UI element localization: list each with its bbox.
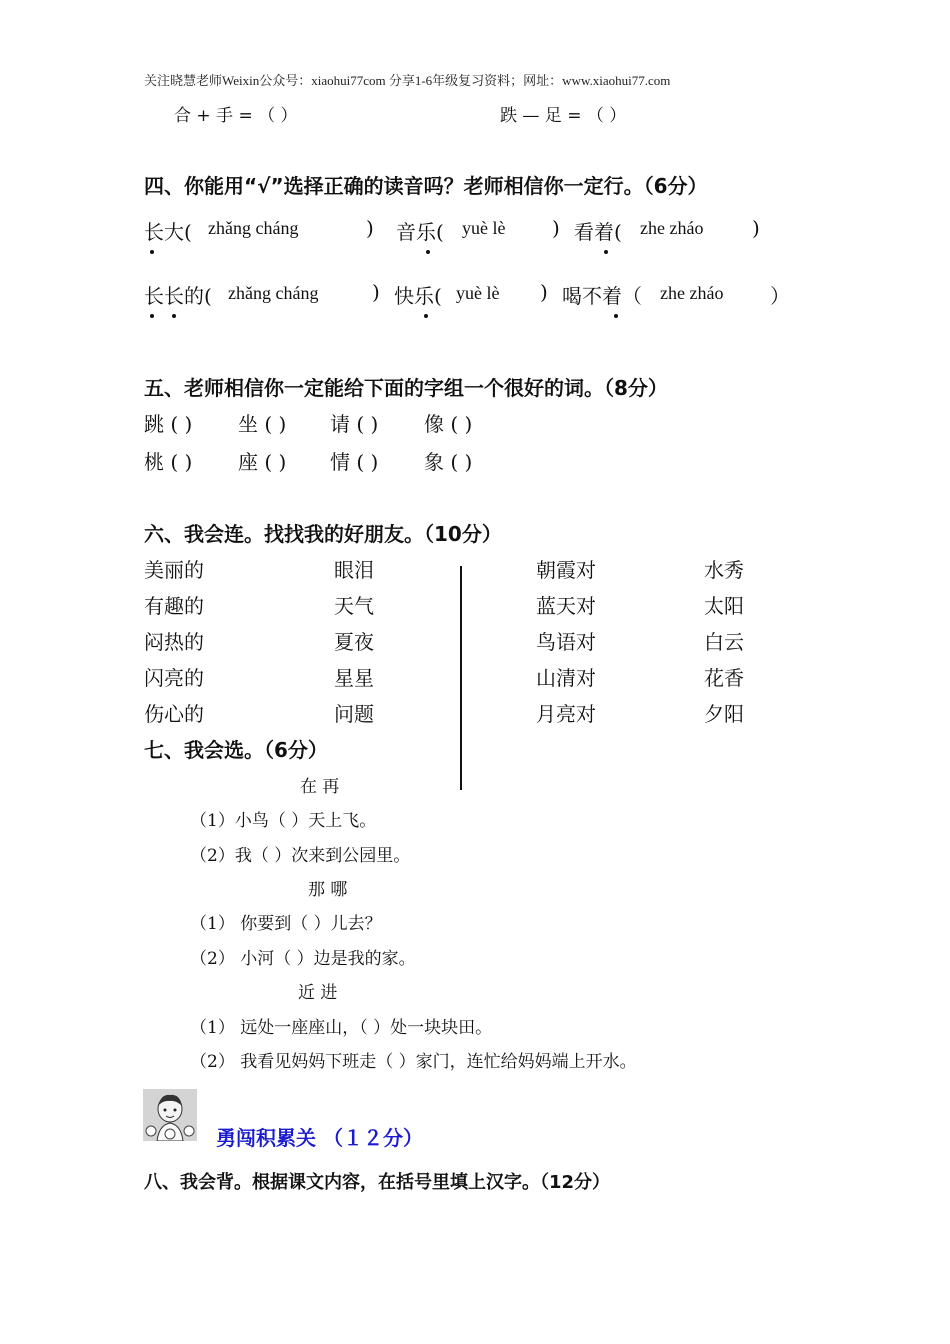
s7-g2-choices: 那 哪: [308, 880, 348, 900]
s4-r2-opts-2: yuè lè: [456, 283, 500, 303]
s4-r2-word-1: 长长的(: [144, 284, 212, 308]
header-note: 关注晓慧老师Weixin公众号：xiaohui77com 分享1-6年级复习资料；网址：www.xiaohui77.com: [144, 73, 671, 88]
s4-r2-close-2: ): [540, 280, 548, 304]
emphasis-dot: [424, 314, 428, 318]
s4-r2-opts-3: zhe zháo: [660, 283, 724, 303]
section-8-title: 八、我会背。根据课文内容，在括号里填上汉字。（12分）: [144, 1172, 611, 1193]
s6-c4-item: 白云: [704, 630, 744, 654]
s7-g2-item-2: （2） 小河（ ）边是我的家。: [190, 949, 416, 969]
s6-c2-item: 星星: [334, 666, 374, 690]
section-7-title: 七、我会选。（6分）: [144, 738, 328, 762]
s6-c1-item: 美丽的: [144, 558, 204, 582]
top-row-right: 跌 — 足 = （ ）: [500, 106, 627, 126]
s5-r2-item-2: 座 ( ): [238, 450, 287, 474]
s7-g1-choices: 在 再: [300, 777, 340, 797]
column-divider: [460, 566, 462, 790]
emphasis-dot: [150, 250, 154, 254]
s4-r1-close-3: ): [752, 216, 760, 240]
s6-c3-item: 朝霞对: [536, 558, 596, 582]
s6-c1-item: 闷热的: [144, 630, 204, 654]
s5-r2-item-3: 情 ( ): [330, 450, 379, 474]
s5-r2-item-4: 象 ( ): [424, 450, 473, 474]
emphasis-dot: [604, 250, 608, 254]
s6-c1-item: 伤心的: [144, 702, 204, 726]
s4-r1-opts-2: yuè lè: [462, 218, 506, 238]
s6-c3-item: 鸟语对: [536, 630, 596, 654]
s6-c2-item: 问题: [334, 702, 374, 726]
s7-g1-item-1: （1）小鸟（ ）天上飞。: [190, 811, 377, 831]
s5-r2-item-1: 桃 ( ): [144, 450, 193, 474]
emphasis-dot: [614, 314, 618, 318]
top-row-left: 合 + 手 = （ ）: [174, 106, 298, 126]
emphasis-dot: [172, 314, 176, 318]
s6-c1-item: 闪亮的: [144, 666, 204, 690]
s6-c2-item: 天气: [334, 594, 374, 618]
s5-r1-item-2: 坐 ( ): [238, 412, 287, 436]
s4-r2-opts-1: zhǎng cháng: [228, 283, 319, 303]
section-5-title: 五、老师相信你一定能给下面的字组一个很好的词。（8分）: [144, 376, 668, 400]
s7-g3-choices: 近 进: [298, 983, 338, 1003]
emphasis-dot: [150, 314, 154, 318]
s4-r1-word-1: 长大(: [144, 220, 192, 244]
s7-g3-item-2: （2） 我看见妈妈下班走（ ）家门，连忙给妈妈端上开水。: [190, 1052, 637, 1072]
section-6-title: 六、我会连。找找我的好朋友。（10分）: [144, 522, 502, 546]
s4-r1-opts-3: zhe zháo: [640, 218, 704, 238]
s4-r2-word-3: 喝不着（: [562, 284, 642, 308]
section-4-title: 四、你能用“√”选择正确的读音吗？老师相信你一定行。（6分）: [144, 174, 708, 198]
s5-r1-item-4: 像 ( ): [424, 412, 473, 436]
s4-r2-word-2: 快乐(: [394, 284, 442, 308]
s4-r1-word-3: 看着(: [574, 220, 622, 244]
s6-c4-item: 水秀: [704, 558, 744, 582]
s4-r2-close-3: ）: [770, 284, 790, 308]
s7-g2-item-1: （1） 你要到（ ）儿去？: [190, 914, 382, 934]
s7-g1-item-2: （2）我（ ）次来到公园里。: [190, 846, 411, 866]
s5-r1-item-1: 跳 ( ): [144, 412, 193, 436]
s4-r1-word-2: 音乐(: [396, 220, 444, 244]
s6-c4-item: 花香: [704, 666, 744, 690]
s4-r1-close-2: ): [552, 216, 560, 240]
s6-c4-item: 太阳: [704, 594, 744, 618]
banner-title: 勇闯积累关 （１２分）: [216, 1126, 423, 1150]
s6-c3-item: 山清对: [536, 666, 596, 690]
s4-r1-close-1: ): [366, 216, 374, 240]
s6-c3-item: 蓝天对: [536, 594, 596, 618]
emphasis-dot: [426, 250, 430, 254]
s6-c4-item: 夕阳: [704, 702, 744, 726]
s4-r2-close-1: ): [372, 280, 380, 304]
s5-r1-item-3: 请 ( ): [330, 412, 379, 436]
s6-c3-item: 月亮对: [536, 702, 596, 726]
s4-r1-opts-1: zhǎng cháng: [208, 218, 299, 238]
s6-c1-item: 有趣的: [144, 594, 204, 618]
s6-c2-item: 眼泪: [334, 558, 374, 582]
child-illustration: [143, 1089, 197, 1141]
s7-g3-item-1: （1） 远处一座座山，（ ）处一块块田。: [190, 1018, 493, 1038]
s6-c2-item: 夏夜: [334, 630, 374, 654]
